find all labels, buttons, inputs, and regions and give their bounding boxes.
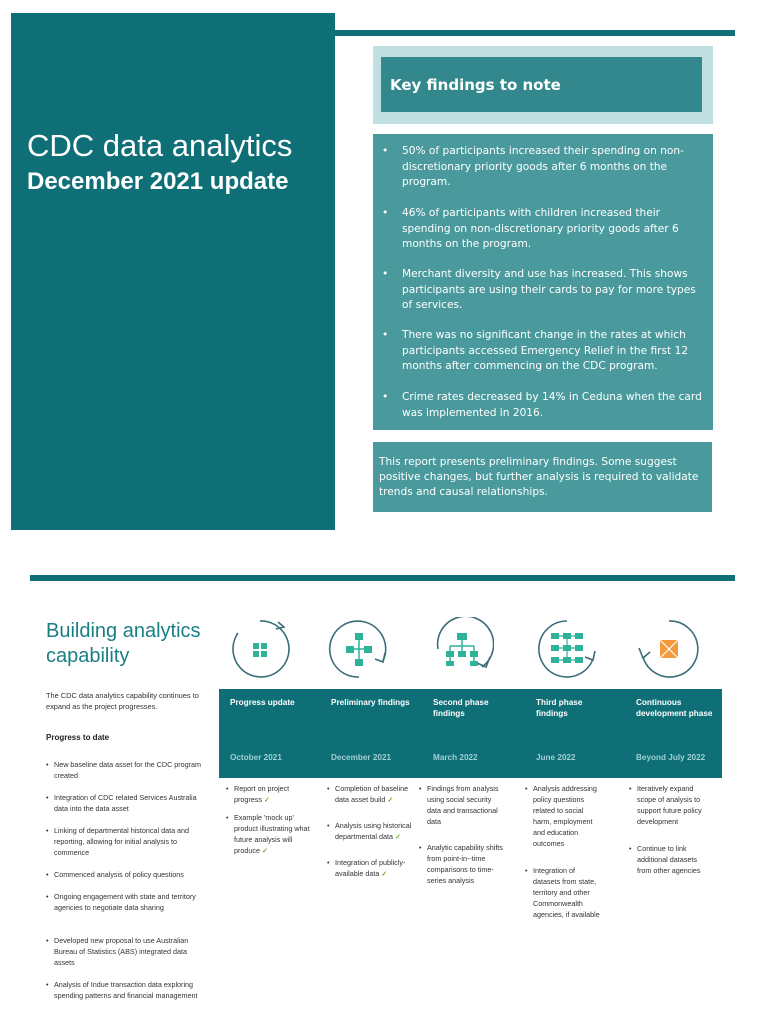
envelope-icon — [637, 617, 701, 681]
phase-date: December 2021 — [331, 753, 392, 762]
phase-item: • Example 'mock up' product illustrating what future analysis will produce ✓ — [226, 813, 310, 855]
phase-item: • Iteratively expand scope of analysis to support future policy development — [629, 784, 702, 826]
finding-item: • There was no significant change in the rates at which participants accessed Emergency Relief in the first 12 months after commencing on the CDC program. — [382, 329, 689, 372]
phase-item: • Continue to link additional datasets from other agencies — [629, 844, 701, 875]
finding-item: • Crime rates decreased by 14% in Ceduna when the card was implemented in 2016. — [382, 391, 702, 419]
phase-name: Third phase findings — [536, 698, 583, 718]
check-icon: ✓ — [381, 869, 388, 878]
phase-item: • Integration of publicly-available data ✓ — [327, 858, 406, 878]
progress-item: • Integration of CDC related Services Australia data into the data asset — [46, 793, 197, 813]
top-divider — [335, 30, 735, 36]
progress-item-text: Integration of CDC related Services Australia data into the data asset — [54, 793, 197, 813]
phase-date: Beyond July 2022 — [636, 753, 706, 762]
phase-item: • Report on project progress ✓ — [226, 784, 290, 804]
finding-item: • 46% of participants with children increased their spending on non-discretionary priority goods after 6 months on the program. — [382, 207, 679, 250]
phase-item-text: Analytic capability shifts from point-in--time comparisons to time-series analysis — [427, 843, 503, 885]
progress-heading: Progress to date — [46, 733, 110, 742]
finding-text: 46% of participants with children increased their spending on non-discretionary priority goods after 6 months on the program. — [402, 207, 679, 250]
phase-date: October 2021 — [230, 753, 282, 762]
progress-item: • Analysis of Indue transaction data exploring spending patterns and financial management — [46, 980, 198, 1000]
phase-item-text: Iteratively expand scope of analysis to support future policy development — [637, 784, 702, 826]
progress-item: • Linking of departmental historical data and reporting, allowing for initial analysis to commence — [46, 826, 190, 857]
progress-item-text: New baseline data asset for the CDC program created — [54, 760, 202, 780]
finding-text: There was no significant change in the rates at which participants accessed Emergency Relief in the first 12 months after commencing on the CDC program. — [402, 329, 689, 372]
complex-network-icon — [535, 617, 599, 681]
finding-text: 50% of participants increased their spending on non-discretionary priority goods after 6 months on the program. — [402, 145, 684, 188]
phase-name: Continuous development phase — [636, 698, 713, 718]
progress-item: • Commenced analysis of policy questions — [46, 870, 184, 879]
section-divider — [30, 575, 735, 581]
phase-item-text: Completion of baseline data asset build — [335, 784, 409, 804]
phase-name: Preliminary findings — [331, 698, 410, 707]
progress-item-text: Developed new proposal to use Australian Bureau of Statistics (ABS) integrated data assets — [54, 936, 189, 967]
disclaimer-text: This report presents preliminary findings. Some suggest positive changes, but further analysis is required to validate trends and causal relationships. — [379, 456, 699, 498]
finding-text: Merchant diversity and use has increased. This shows participants are using their cards to pay for more types of services. — [402, 268, 696, 311]
progress-item: • Ongoing engagement with state and territory agencies to negotiate data sharing — [46, 892, 196, 912]
section-title: Building analytics capability — [46, 620, 201, 667]
progress-item-text: Linking of departmental historical data and reporting, allowing for initial analysis to commence — [54, 826, 190, 857]
phase-item: • Analysis addressing policy questions related to social harm, employment and education outcomes — [525, 784, 597, 848]
phase-name: Progress update — [230, 698, 295, 707]
progress-item-text: Ongoing engagement with state and territory agencies to negotiate data sharing — [54, 892, 196, 912]
phase-item: • Analytic capability shifts from point-in--time comparisons to time-series analysis — [419, 843, 503, 885]
phase-item-text: Integration of datasets from state, territory and other Commonwealth agencies, if available — [533, 866, 600, 919]
finding-text: Crime rates decreased by 14% in Ceduna when the card was implemented in 2016. — [402, 391, 702, 419]
phase-date: June 2022 — [536, 753, 576, 762]
phase-date: March 2022 — [433, 753, 478, 762]
check-icon: ✓ — [394, 832, 401, 841]
section-intro: The CDC data analytics capability continues to expand as the project progresses. — [46, 691, 199, 711]
finding-item: • Merchant diversity and use has increased. This shows participants are using their cards to pay for more types of services. — [382, 268, 696, 311]
progress-item-text: Analysis of Indue transaction data exploring spending patterns and financial management — [54, 980, 198, 1000]
phase-item: • Integration of datasets from state, territory and other Commonwealth agencies, if available — [525, 866, 600, 919]
hierarchy-icon — [430, 617, 494, 681]
progress-item: • Developed new proposal to use Australian Bureau of Statistics (ABS) integrated data assets — [46, 936, 189, 967]
phase-item: • Findings from analysis using social security data and transactional data — [419, 784, 499, 826]
phase-item-text: Findings from analysis using social security data and transactional data — [427, 784, 499, 826]
check-icon: ✓ — [387, 795, 394, 804]
check-icon: ✓ — [261, 846, 269, 855]
key-findings-heading: Key findings to note — [390, 76, 561, 94]
network-nodes-icon — [327, 617, 391, 681]
single-grid-icon — [228, 617, 292, 681]
progress-item: • New baseline data asset for the CDC program created — [46, 760, 202, 780]
phase-item-text: Integration of publicly-available data — [335, 858, 406, 878]
page-subtitle: December 2021 update — [27, 168, 289, 195]
title-panel — [11, 13, 335, 530]
phase-name: Second phase findings — [433, 698, 489, 718]
progress-item-text: Commenced analysis of policy questions — [54, 870, 184, 879]
phase-item-text: Example 'mock up' product illustrating what future analysis will produce — [234, 813, 310, 855]
page-title: CDC data analytics — [27, 128, 293, 163]
phase-item-text: Analysis using historical departmental data — [335, 821, 412, 841]
finding-item: • 50% of participants increased their spending on non-discretionary priority goods after 6 months on the program. — [382, 145, 684, 188]
phase-item: • Completion of baseline data asset build ✓ — [327, 784, 409, 804]
phase-item-text: Report on project progress — [234, 784, 290, 804]
phase-item: • Analysis using historical departmental data ✓ — [327, 821, 412, 841]
phase-item-text: Analysis addressing policy questions related to social harm, employment and education outcomes — [533, 784, 597, 848]
phase-item-text: Continue to link additional datasets from other agencies — [637, 844, 701, 875]
check-icon: ✓ — [263, 795, 270, 804]
